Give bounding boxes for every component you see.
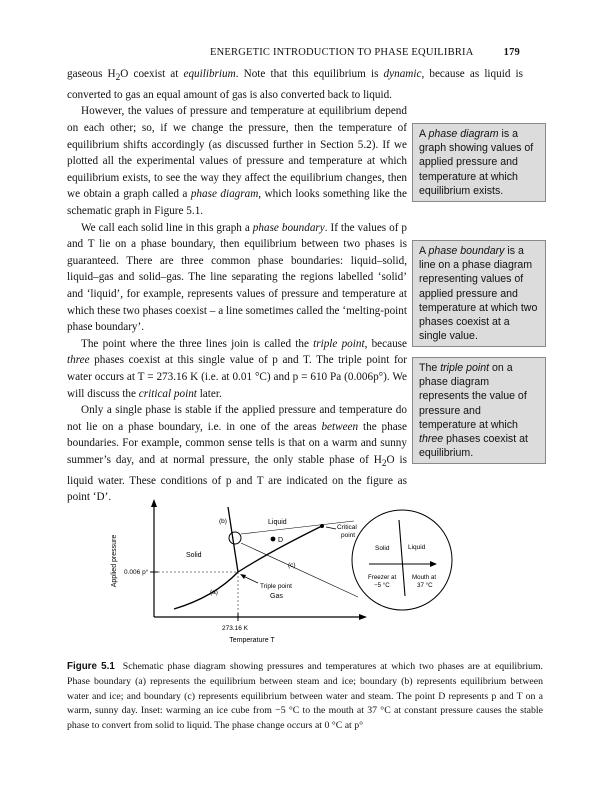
region-gas-label: Gas: [270, 593, 283, 600]
y-axis-arrowhead: [151, 499, 157, 507]
phase-diagram-figure: [96, 493, 516, 648]
boundary-a-label: (a): [210, 589, 218, 596]
running-header: [210, 47, 520, 58]
inset-freezer-line1: Freezer at: [368, 574, 397, 581]
y-axis-label: Applied pressure: [111, 534, 118, 588]
y-tick-label: 0.006 p°: [124, 569, 149, 576]
region-solid-label: Solid: [186, 552, 202, 559]
x-tick-label: 273.16 K: [222, 625, 249, 632]
paragraph-1: gaseous $H_2O$ coexist at equilibrium. Note that this equilibrium is dynamic, because as liquid is converted to gas an equal amount of gas is also converted back to liquid.: [67, 68, 524, 101]
sidebar-box-phase-boundary: A phase boundary is a line on a phase diagram representing values of applied pressure and temperature at which two phases coexist at a single value.: [412, 240, 546, 347]
region-liquid-label: Liquid: [268, 519, 287, 526]
boundary-b-label: (b): [219, 518, 227, 525]
sidebar-box-triple-point: The triple point on a phase diagram represents the value of pressure and temperature at which three phases coexist at equilibrium.: [412, 357, 546, 464]
critical-point-pointer: [326, 527, 336, 529]
point-d-label: D: [278, 537, 284, 544]
inset-solid-label: Solid: [375, 545, 390, 552]
inset-mouth-line2: 37 °C: [417, 582, 433, 589]
inset-freezer-line2: −5 °C: [374, 582, 390, 589]
inset-circle: [229, 532, 241, 544]
inset-mouth-line1: Mouth at: [412, 574, 437, 581]
critical-point-label-line1: Critical: [337, 524, 357, 531]
caption-text: Schematic phase diagram showing pressures and temperatures at which two phases are at equilibrium. Phase boundary (a) represents the equilibrium between steam and ice; boundary (b) represents equilibrium between water and ice; and boundary (c) represents equilibrium between water and steam. The point D represents p and T on a warm, sunny day. Inset: warming an ice cube from −5 °C to the mouth at 37 °C at constant pressure causes the stable phase to convert from solid to liquid. The phase change occurs at 0 °C at p°: [67, 661, 544, 732]
running-title: ENERGETIC INTRODUCTION TO PHASE EQUILIBRIA: [210, 47, 474, 58]
boundary-c-label: (c): [288, 562, 296, 569]
critical-point-label-line2: point: [341, 532, 356, 539]
triple-point-arrowhead: [240, 574, 246, 579]
paragraph-3: We call each solid line in this graph a phase boundary. If the values of p and T lie on a phase boundary, then equilibrium between two phases is guaranteed. There are three common phase boundaries: liquid–solid, liquid–gas and solid–gas. The line separating the regions labelled ‘solid’ and ‘liquid’, for example, represents values of pressure and temperature at which these two phases coexist – a line sometimes called the ‘melting-point phase boundary’.: [67, 221, 407, 334]
sidebar-box-phase-diagram: A phase diagram is a graph showing values of applied pressure and temperature at which equilibrium exists.: [412, 123, 546, 202]
triple-point-pointer: [243, 576, 258, 583]
paragraph-4: The point where the three lines join is called the triple point, because three phases coexist at this single value of p and T. The triple point for water occurs at T = 273.16 K (i.e. at 0.01 °C) and p = 610 Pa (0.006p°). We will discuss the critical point later.: [67, 337, 407, 400]
x-axis-label: Temperature T: [229, 637, 275, 644]
inset-liquid-label: Liquid: [408, 544, 426, 551]
paragraph-5: Only a single phase is stable if the applied pressure and temperature do not lie on a phase boundary, i.e. in one of the areas between the phase boundaries. For example, common sense tells is that on a warm and sunny summer’s day, and at normal pressure, the only stable phase of $H_2O$ is liquid water. These conditions of p and T are indicated on the figure as point ‘D’.: [67, 404, 408, 504]
page-number: 179: [503, 47, 520, 58]
x-axis-arrowhead: [359, 614, 367, 620]
point-d-marker: [271, 537, 276, 542]
boundary-a: [174, 572, 238, 609]
figure-caption: [67, 660, 543, 734]
paragraph-2: However, the values of pressure and temperature at equilibrium depend on each other; so, if we change the pressure, then the temperature of equilibrium shifts accordingly (as discussed further in Section 5.2). If we plotted all the experimental values of pressure and temperature at which equilibrium exists, to see the way they affect the equilibrium changes, then we obtain a graph called a phase diagram, which looks something like the schematic graph in Figure 5.1.: [67, 105, 407, 217]
inset-connector-bottom: [241, 543, 358, 597]
caption-label: Figure 5.1: [67, 661, 115, 672]
triple-point-label: Triple point: [260, 583, 292, 590]
